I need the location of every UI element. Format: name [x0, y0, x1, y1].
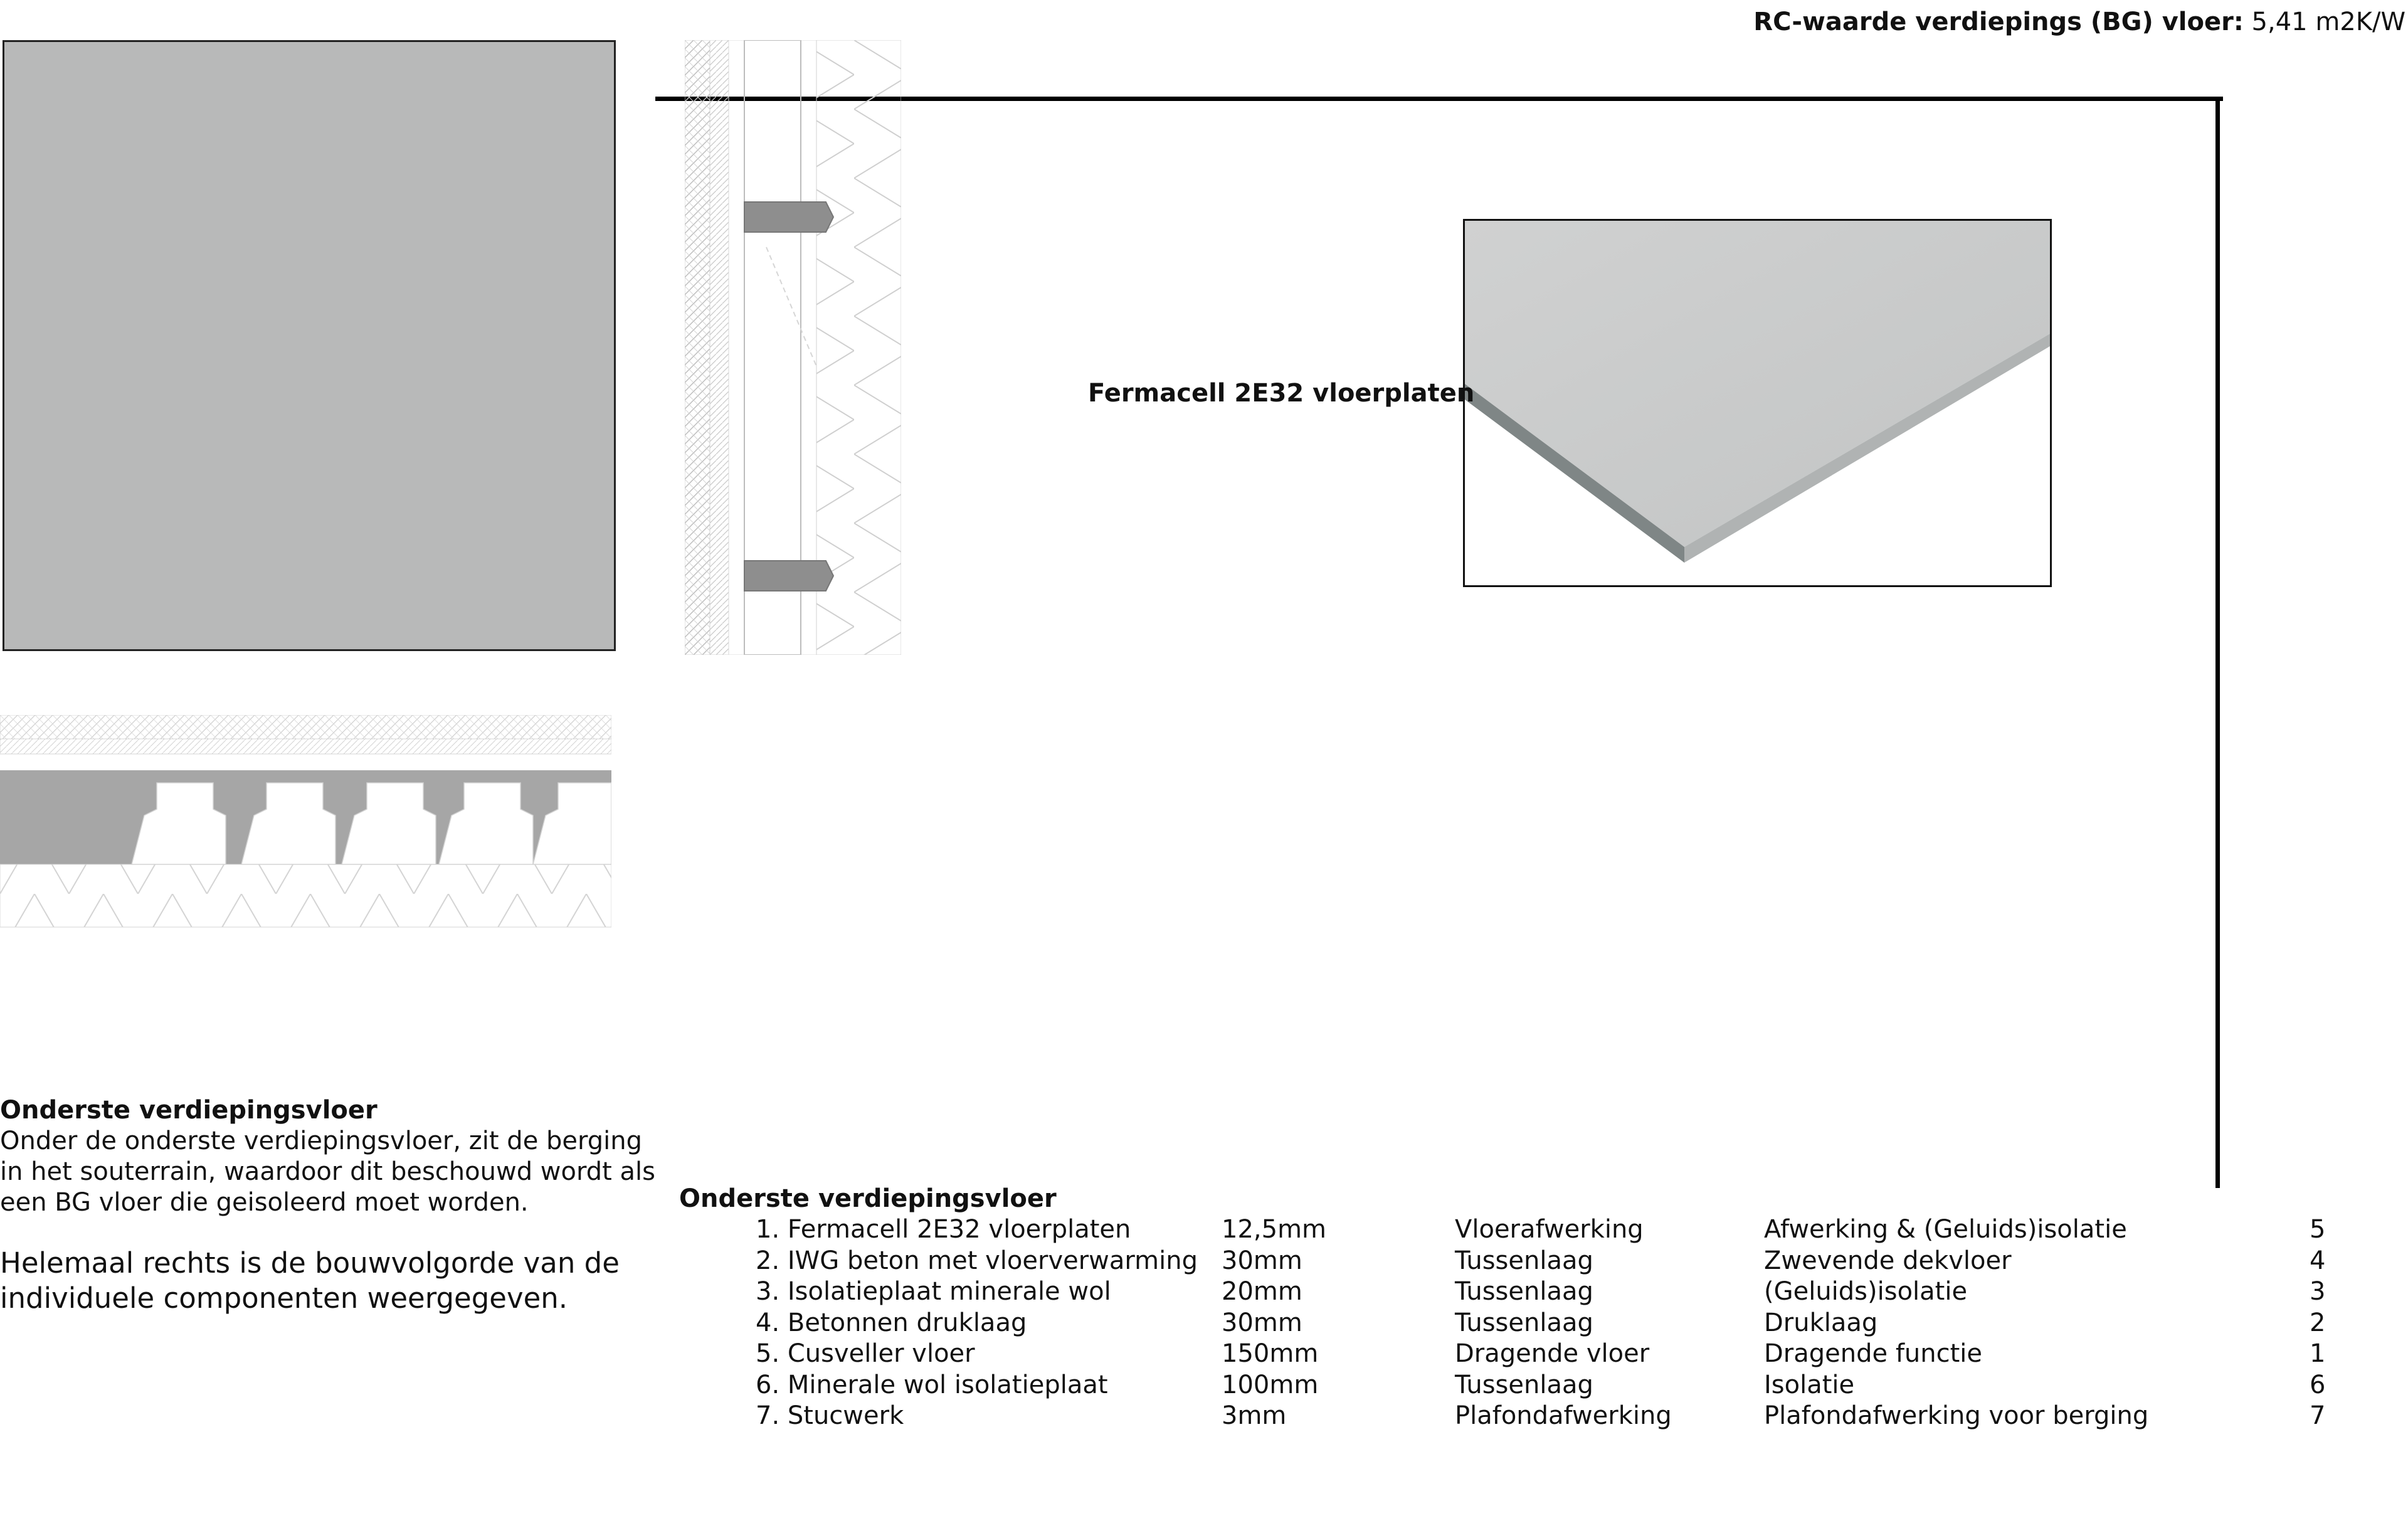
layer-type: Vloerafwerking — [1455, 1215, 1644, 1244]
description-paragraph-2: Helemaal rechts is de bouwvolgorde van de individuele componenten weergegeven. — [0, 1246, 620, 1315]
layer-order: 2 — [2310, 1308, 2326, 1337]
rc-value-label: RC-waarde verdiepings (BG) vloer: — [1753, 8, 2244, 36]
product-photo — [1463, 219, 2052, 587]
layer-type: Tussenlaag — [1455, 1308, 1593, 1337]
wall-section-drawing — [685, 40, 901, 655]
layer-name: 6. Minerale wol isolatieplaat — [756, 1370, 1108, 1399]
description-paragraph-1: Onder de onderste verdiepingsvloer, zit de berging in het souterrain, waardoor dit beschouwd wordt als een BG vloer die geisoleerd moet worden. — [0, 1127, 655, 1217]
layer-name: 3. Isolatieplaat minerale wol — [756, 1277, 1111, 1306]
material-sample — [3, 40, 616, 651]
layer-name: 5. Cusveller vloer — [756, 1339, 975, 1368]
floor-section-drawing — [0, 715, 611, 928]
layer-function: Plafondafwerking voor berging — [1764, 1401, 2149, 1430]
layer-function: (Geluids)isolatie — [1764, 1277, 1968, 1306]
frame-line-right — [2215, 97, 2220, 1188]
layer-order: 7 — [2310, 1401, 2326, 1430]
layer-thickness: 20mm — [1222, 1277, 1302, 1306]
layer-function: Dragende functie — [1764, 1339, 1983, 1368]
description-block — [0, 1095, 665, 1316]
layer-thickness: 12,5mm — [1222, 1215, 1326, 1244]
layer-order: 5 — [2310, 1215, 2326, 1244]
layer-thickness: 100mm — [1222, 1370, 1319, 1399]
layer-order: 4 — [2310, 1246, 2326, 1275]
layer-order: 3 — [2310, 1277, 2326, 1306]
layers-title: Onderste verdiepingsvloer — [679, 1184, 1057, 1213]
layer-function: Isolatie — [1764, 1370, 1855, 1399]
fermacell-plate-image — [1465, 221, 2050, 585]
layer-type: Dragende vloer — [1455, 1339, 1650, 1368]
layer-name: 1. Fermacell 2E32 vloerplaten — [756, 1215, 1131, 1244]
photo-label: Fermacell 2E32 vloerplaten — [1088, 379, 1475, 408]
layer-function: Zwevende dekvloer — [1764, 1246, 2012, 1275]
layer-function: Afwerking & (Geluids)isolatie — [1764, 1215, 2127, 1244]
layer-name: 4. Betonnen druklaag — [756, 1308, 1027, 1337]
rc-value — [1753, 8, 2405, 36]
rc-value-number: 5,41 m2K/W — [2251, 8, 2405, 36]
layer-thickness: 3mm — [1222, 1401, 1287, 1430]
layer-type: Plafondafwerking — [1455, 1401, 1672, 1430]
layer-thickness: 30mm — [1222, 1308, 1302, 1337]
description-heading: Onderste verdiepingsvloer — [0, 1096, 378, 1125]
layer-type: Tussenlaag — [1455, 1277, 1593, 1306]
layer-thickness: 30mm — [1222, 1246, 1302, 1275]
layer-order: 6 — [2310, 1370, 2326, 1399]
layer-thickness: 150mm — [1222, 1339, 1319, 1368]
layer-type: Tussenlaag — [1455, 1246, 1593, 1275]
layer-order: 1 — [2310, 1339, 2326, 1368]
layer-name: 2. IWG beton met vloerverwarming — [756, 1246, 1198, 1275]
layer-type: Tussenlaag — [1455, 1370, 1593, 1399]
layer-function: Druklaag — [1764, 1308, 1878, 1337]
layer-name: 7. Stucwerk — [756, 1401, 904, 1430]
